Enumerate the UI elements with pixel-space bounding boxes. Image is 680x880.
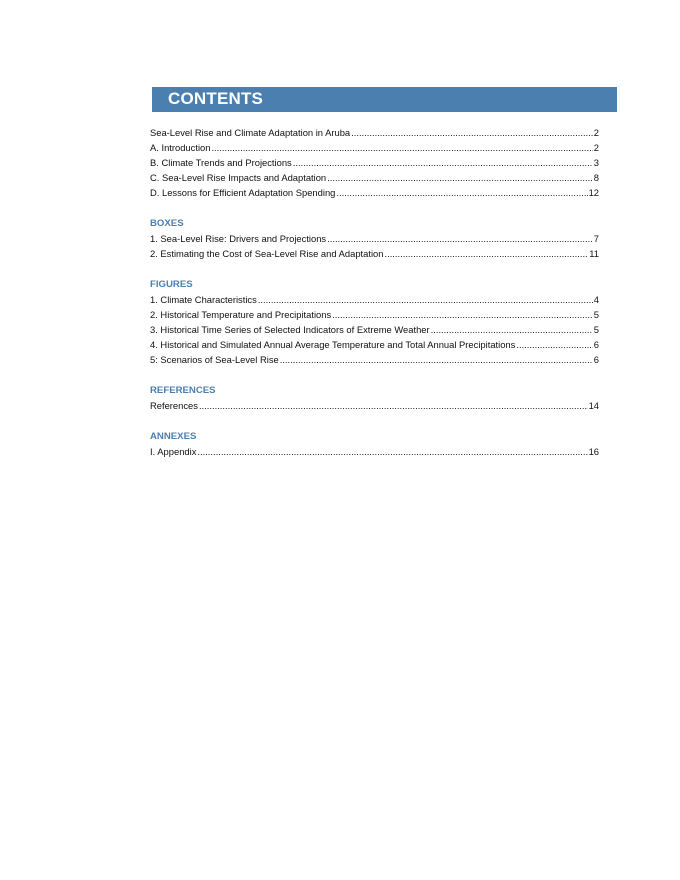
section-spacer (150, 200, 599, 216)
toc-entry-title: 2. Estimating the Cost of Sea-Level Rise and Adaptation (150, 248, 384, 259)
toc-entry-page: 7 (593, 233, 599, 244)
section-spacer (150, 413, 599, 429)
toc-entry-title: I. Appendix (150, 446, 197, 457)
toc-entry[interactable] (150, 170, 599, 185)
toc-entry-title: 2. Historical Temperature and Precipitations (150, 309, 332, 320)
dot-leader (197, 444, 587, 459)
dot-leader (332, 307, 593, 322)
toc-entry-title: 4. Historical and Simulated Annual Average Temperature and Total Annual Precipitations (150, 339, 516, 350)
dot-leader (431, 322, 593, 337)
dot-leader (516, 337, 592, 352)
toc-entry[interactable] (150, 125, 599, 140)
toc-entry-page: 14 (588, 400, 599, 411)
boxes-heading: BOXES (150, 218, 184, 229)
figures-heading: FIGURES (150, 279, 193, 290)
contents-banner (152, 87, 617, 112)
toc-entry-title: References (150, 400, 198, 411)
toc-entry-page: 2 (593, 127, 599, 138)
toc-entry[interactable] (150, 140, 599, 155)
contents-title: CONTENTS (168, 89, 264, 108)
toc-entry-page: 16 (588, 446, 599, 457)
toc-entry[interactable] (150, 398, 599, 413)
dot-leader (258, 292, 593, 307)
dot-leader (327, 170, 593, 185)
toc-entry-page: 4 (593, 294, 599, 305)
dot-leader (327, 231, 593, 246)
toc-entry[interactable] (150, 352, 599, 367)
toc-entry-page: 12 (588, 187, 599, 198)
toc-entry[interactable] (150, 185, 599, 200)
dot-leader (384, 246, 588, 261)
toc-entry-title: A. Introduction (150, 142, 211, 153)
toc-entry-title: C. Sea-Level Rise Impacts and Adaptation (150, 172, 327, 183)
annexes-heading: ANNEXES (150, 431, 197, 442)
toc-entry[interactable] (150, 246, 599, 261)
toc-entry[interactable] (150, 292, 599, 307)
section-spacer (150, 261, 599, 277)
dot-leader (351, 125, 593, 140)
toc-entry-title: Sea-Level Rise and Climate Adaptation in Aruba (150, 127, 351, 138)
toc-entry-title: 1. Sea-Level Rise: Drivers and Projections (150, 233, 327, 244)
toc-entry-title: D. Lessons for Efficient Adaptation Spending (150, 187, 336, 198)
dot-leader (293, 155, 593, 170)
toc-entry[interactable] (150, 231, 599, 246)
toc-entry-page: 11 (589, 248, 599, 259)
toc-entry-page: 5 (593, 309, 599, 320)
table-of-contents (150, 125, 599, 459)
dot-leader (280, 352, 593, 367)
toc-entry-page: 3 (593, 157, 599, 168)
section-spacer (150, 367, 599, 383)
toc-entry-page: 6 (593, 339, 599, 350)
toc-entry-title: 5: Scenarios of Sea-Level Rise (150, 354, 279, 365)
toc-entry[interactable] (150, 444, 599, 459)
toc-entry-page: 2 (593, 142, 599, 153)
toc-entry-page: 5 (593, 324, 599, 335)
toc-entry[interactable] (150, 155, 599, 170)
toc-entry-title: 1. Climate Characteristics (150, 294, 257, 305)
dot-leader (336, 185, 587, 200)
toc-entry-title: 3. Historical Time Series of Selected Indicators of Extreme Weather (150, 324, 430, 335)
toc-entry[interactable] (150, 322, 599, 337)
toc-entry-title: B. Climate Trends and Projections (150, 157, 292, 168)
toc-entry[interactable] (150, 337, 599, 352)
toc-entry[interactable] (150, 307, 599, 322)
dot-leader (211, 140, 592, 155)
dot-leader (199, 398, 588, 413)
toc-entry-page: 8 (593, 172, 599, 183)
references-heading: REFERENCES (150, 385, 216, 396)
toc-entry-page: 6 (593, 354, 599, 365)
